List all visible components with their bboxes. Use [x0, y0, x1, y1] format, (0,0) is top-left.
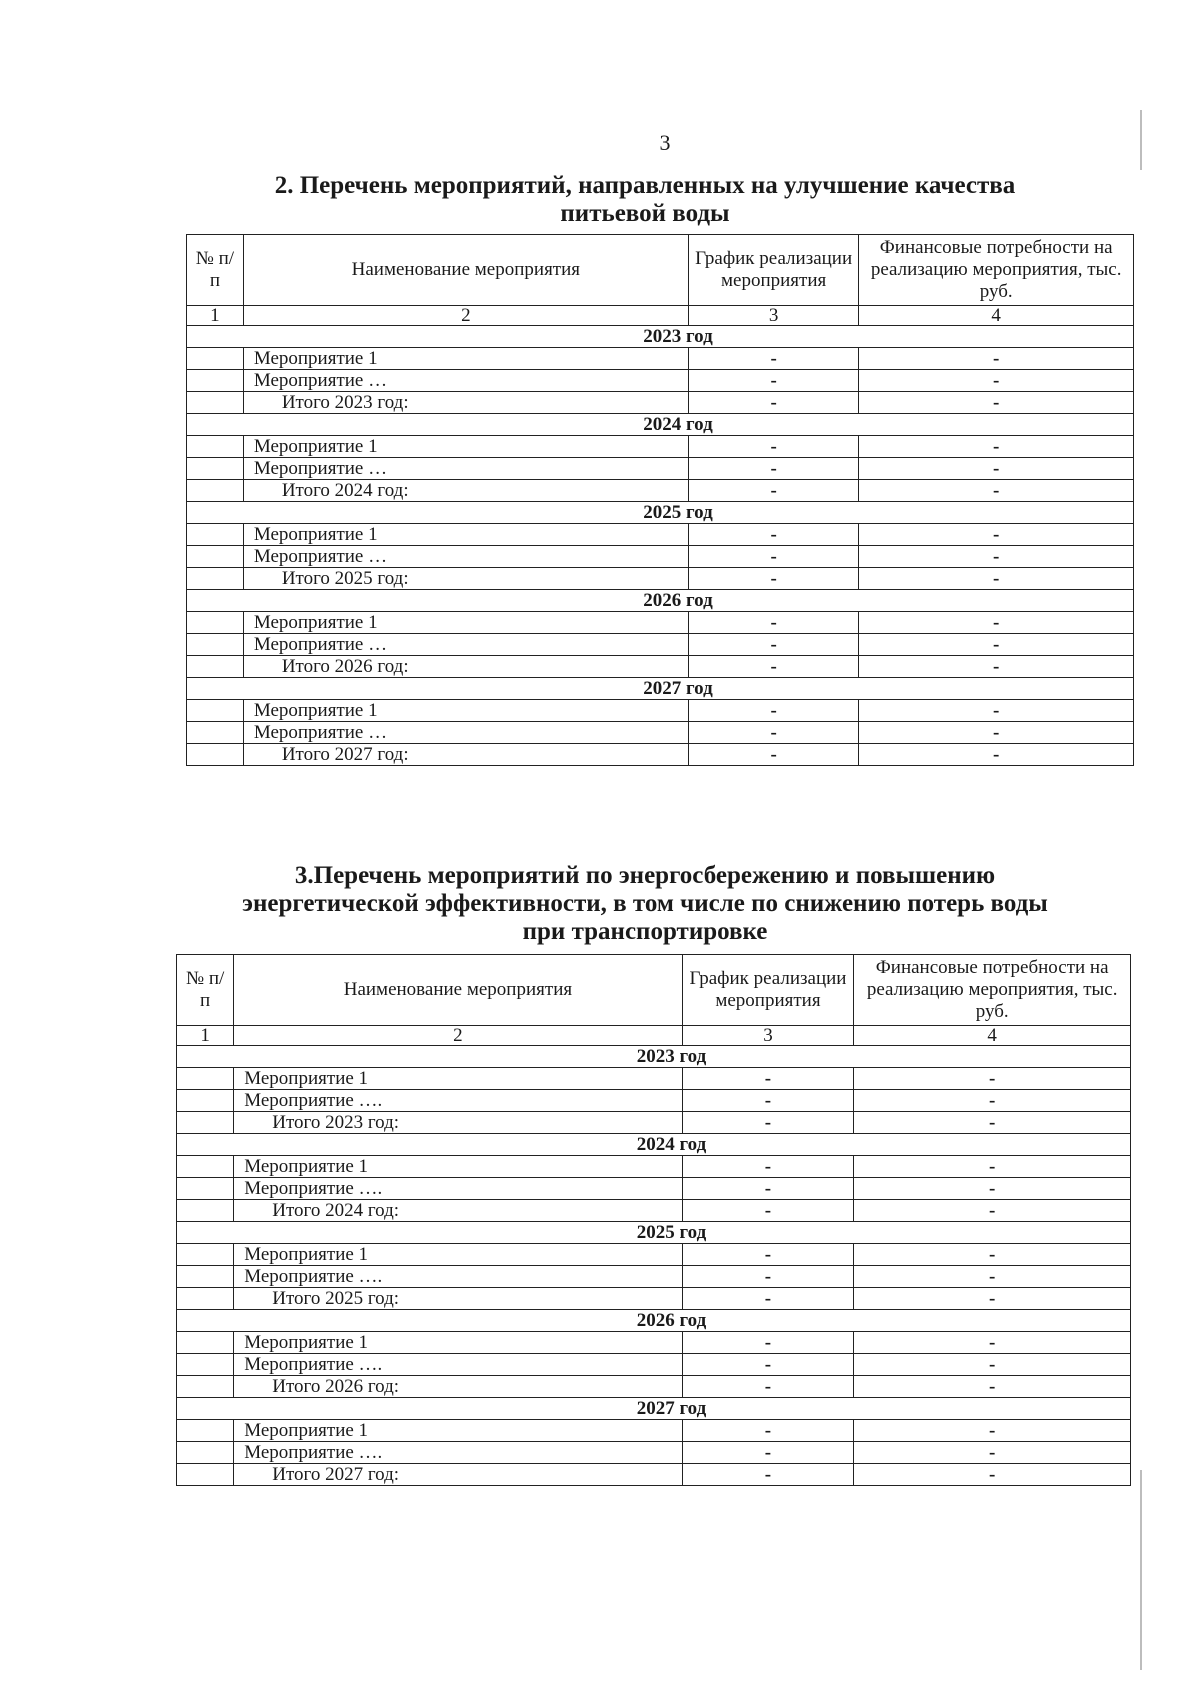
section-3-title — [0, 862, 1200, 946]
schedule-value: - — [682, 1244, 854, 1266]
row-number — [177, 1112, 234, 1134]
table-row — [187, 700, 1134, 722]
year-row — [177, 1134, 1131, 1156]
column-number: 2 — [234, 1026, 682, 1046]
row-number — [177, 1464, 234, 1486]
schedule-value: - — [688, 656, 858, 678]
year-label: 2023 год — [177, 1046, 1131, 1068]
schedule-value: - — [682, 1464, 854, 1486]
schedule-value: - — [688, 480, 858, 502]
row-number — [177, 1068, 234, 1090]
section-2-title — [0, 172, 1200, 228]
table-row — [177, 1332, 1131, 1354]
financing-value: - — [854, 1178, 1131, 1200]
row-number — [187, 436, 244, 458]
financing-value: - — [859, 348, 1134, 370]
row-number — [187, 392, 244, 414]
total-row — [187, 656, 1134, 678]
total-row — [177, 1200, 1131, 1222]
column-number: 4 — [859, 306, 1134, 326]
row-number — [187, 348, 244, 370]
financing-value: - — [859, 392, 1134, 414]
financing-value: - — [859, 612, 1134, 634]
measure-name: Мероприятие 1 — [234, 1156, 682, 1178]
year-row — [187, 414, 1134, 436]
column-number-row — [187, 306, 1134, 326]
financing-value: - — [859, 436, 1134, 458]
section-3-table — [176, 954, 1131, 1486]
measure-name: Мероприятие 1 — [234, 1420, 682, 1442]
financing-value: - — [854, 1156, 1131, 1178]
total-label: Итого 2026 год: — [243, 656, 688, 678]
measure-name: Мероприятие 1 — [234, 1244, 682, 1266]
table-row — [187, 348, 1134, 370]
total-row — [177, 1288, 1131, 1310]
schedule-value: - — [688, 458, 858, 480]
year-row — [187, 590, 1134, 612]
financing-value: - — [859, 458, 1134, 480]
measure-name: Мероприятие 1 — [243, 524, 688, 546]
total-label: Итого 2023 год: — [234, 1112, 682, 1134]
financing-value: - — [854, 1288, 1131, 1310]
financing-value: - — [854, 1332, 1131, 1354]
year-row — [187, 326, 1134, 348]
schedule-value: - — [682, 1288, 854, 1310]
column-number-row — [177, 1026, 1131, 1046]
financing-value: - — [854, 1354, 1131, 1376]
table-row — [187, 546, 1134, 568]
table-row — [177, 1244, 1131, 1266]
total-label: Итого 2025 год: — [234, 1288, 682, 1310]
year-row — [187, 502, 1134, 524]
total-row — [187, 744, 1134, 766]
measure-name: Мероприятие 1 — [243, 612, 688, 634]
row-number — [187, 656, 244, 678]
total-row — [187, 392, 1134, 414]
schedule-value: - — [688, 744, 858, 766]
row-number — [187, 524, 244, 546]
year-label: 2023 год — [187, 326, 1134, 348]
measure-name: Мероприятие …. — [234, 1442, 682, 1464]
financing-value: - — [859, 656, 1134, 678]
column-header: № п/п — [187, 235, 244, 306]
header-row — [187, 235, 1134, 306]
schedule-value: - — [688, 348, 858, 370]
total-label: Итого 2023 год: — [243, 392, 688, 414]
column-header: Финансовые потребности на реализацию мероприятия, тыс. руб. — [854, 955, 1131, 1026]
table-row — [177, 1420, 1131, 1442]
column-number: 2 — [243, 306, 688, 326]
row-number — [177, 1376, 234, 1398]
section-2-table — [186, 234, 1134, 766]
schedule-value: - — [688, 546, 858, 568]
column-number: 3 — [682, 1026, 854, 1046]
financing-value: - — [859, 370, 1134, 392]
row-number — [177, 1178, 234, 1200]
measure-name: Мероприятие … — [243, 370, 688, 392]
row-number — [187, 480, 244, 502]
column-header: Наименование мероприятия — [234, 955, 682, 1026]
year-row — [177, 1222, 1131, 1244]
schedule-value: - — [688, 612, 858, 634]
row-number — [177, 1244, 234, 1266]
column-header: Наименование мероприятия — [243, 235, 688, 306]
schedule-value: - — [682, 1442, 854, 1464]
total-row — [177, 1376, 1131, 1398]
row-number — [187, 744, 244, 766]
financing-value: - — [859, 744, 1134, 766]
row-number — [187, 370, 244, 392]
measure-name: Мероприятие …. — [234, 1266, 682, 1288]
table-row — [187, 634, 1134, 656]
table-row — [187, 612, 1134, 634]
scan-artifact — [1140, 110, 1142, 170]
page-number: 3 — [659, 130, 671, 155]
section-2-title-line: 2. Перечень мероприятий, направленных на улучшение качества — [274, 172, 1016, 199]
row-number — [187, 568, 244, 590]
row-number — [177, 1266, 234, 1288]
total-row — [177, 1464, 1131, 1486]
measure-name: Мероприятие … — [243, 722, 688, 744]
total-label: Итого 2025 год: — [243, 568, 688, 590]
scan-artifact — [1140, 1470, 1142, 1670]
year-row — [187, 678, 1134, 700]
measure-name: Мероприятие 1 — [243, 700, 688, 722]
total-row — [187, 568, 1134, 590]
financing-value: - — [859, 568, 1134, 590]
total-label: Итого 2026 год: — [234, 1376, 682, 1398]
header-row — [177, 955, 1131, 1026]
section-3-title-line: при транспортировке — [522, 918, 768, 945]
year-label: 2025 год — [177, 1222, 1131, 1244]
table-row — [177, 1266, 1131, 1288]
schedule-value: - — [688, 524, 858, 546]
year-row — [177, 1046, 1131, 1068]
financing-value: - — [854, 1090, 1131, 1112]
table-row — [187, 436, 1134, 458]
measure-name: Мероприятие …. — [234, 1354, 682, 1376]
schedule-value: - — [688, 634, 858, 656]
financing-value: - — [854, 1068, 1131, 1090]
table-row — [177, 1442, 1131, 1464]
year-row — [177, 1310, 1131, 1332]
column-header: График реализации мероприятия — [688, 235, 858, 306]
year-label: 2026 год — [177, 1310, 1131, 1332]
table-row — [177, 1354, 1131, 1376]
schedule-value: - — [682, 1178, 854, 1200]
row-number — [177, 1442, 234, 1464]
financing-value: - — [859, 480, 1134, 502]
year-label: 2024 год — [187, 414, 1134, 436]
year-label: 2027 год — [177, 1398, 1131, 1420]
measure-name: Мероприятие 1 — [243, 436, 688, 458]
year-label: 2025 год — [187, 502, 1134, 524]
column-number: 3 — [688, 306, 858, 326]
schedule-value: - — [682, 1200, 854, 1222]
schedule-value: - — [682, 1090, 854, 1112]
schedule-value: - — [688, 392, 858, 414]
year-label: 2026 год — [187, 590, 1134, 612]
total-label: Итого 2024 год: — [243, 480, 688, 502]
measure-name: Мероприятие … — [243, 634, 688, 656]
financing-value: - — [859, 524, 1134, 546]
table-row — [177, 1068, 1131, 1090]
financing-value: - — [859, 722, 1134, 744]
table-row — [177, 1090, 1131, 1112]
schedule-value: - — [688, 722, 858, 744]
schedule-value: - — [688, 370, 858, 392]
column-header: График реализации мероприятия — [682, 955, 854, 1026]
row-number — [177, 1288, 234, 1310]
section-3-title-line: 3.Перечень мероприятий по энергосбережению и повышению — [294, 862, 996, 889]
section-3-title-line: энергетической эффективности, в том числе по снижению потерь воды — [242, 890, 1048, 917]
total-label: Итого 2027 год: — [243, 744, 688, 766]
row-number — [177, 1420, 234, 1442]
financing-value: - — [854, 1464, 1131, 1486]
column-number: 1 — [177, 1026, 234, 1046]
financing-value: - — [854, 1244, 1131, 1266]
financing-value: - — [854, 1420, 1131, 1442]
row-number — [187, 700, 244, 722]
schedule-value: - — [682, 1266, 854, 1288]
row-number — [177, 1332, 234, 1354]
year-label: 2024 год — [177, 1134, 1131, 1156]
row-number — [187, 546, 244, 568]
row-number — [187, 612, 244, 634]
schedule-value: - — [682, 1420, 854, 1442]
measure-name: Мероприятие …. — [234, 1090, 682, 1112]
schedule-value: - — [688, 700, 858, 722]
column-header: № п/п — [177, 955, 234, 1026]
column-number: 1 — [187, 306, 244, 326]
schedule-value: - — [682, 1354, 854, 1376]
schedule-value: - — [682, 1376, 854, 1398]
schedule-value: - — [688, 568, 858, 590]
financing-value: - — [854, 1200, 1131, 1222]
row-number — [187, 458, 244, 480]
measure-name: Мероприятие … — [243, 546, 688, 568]
measure-name: Мероприятие …. — [234, 1178, 682, 1200]
year-row — [177, 1398, 1131, 1420]
measure-name: Мероприятие 1 — [234, 1068, 682, 1090]
schedule-value: - — [682, 1332, 854, 1354]
financing-value: - — [854, 1112, 1131, 1134]
row-number — [177, 1156, 234, 1178]
row-number — [187, 722, 244, 744]
financing-value: - — [854, 1266, 1131, 1288]
table-row — [187, 722, 1134, 744]
schedule-value: - — [682, 1112, 854, 1134]
schedule-value: - — [682, 1156, 854, 1178]
section-2-title-line: питьевой воды — [560, 200, 730, 227]
financing-value: - — [854, 1442, 1131, 1464]
table-row — [187, 458, 1134, 480]
row-number — [187, 634, 244, 656]
row-number — [177, 1200, 234, 1222]
total-row — [187, 480, 1134, 502]
schedule-value: - — [688, 436, 858, 458]
financing-value: - — [859, 546, 1134, 568]
year-label: 2027 год — [187, 678, 1134, 700]
table-row — [187, 524, 1134, 546]
financing-value: - — [854, 1376, 1131, 1398]
row-number — [177, 1354, 234, 1376]
schedule-value: - — [682, 1068, 854, 1090]
measure-name: Мероприятие 1 — [234, 1332, 682, 1354]
measure-name: Мероприятие 1 — [243, 348, 688, 370]
total-row — [177, 1112, 1131, 1134]
row-number — [177, 1090, 234, 1112]
column-header: Финансовые потребности на реализацию мероприятия, тыс. руб. — [859, 235, 1134, 306]
table-row — [187, 370, 1134, 392]
table-row — [177, 1156, 1131, 1178]
financing-value: - — [859, 700, 1134, 722]
column-number: 4 — [854, 1026, 1131, 1046]
total-label: Итого 2024 год: — [234, 1200, 682, 1222]
total-label: Итого 2027 год: — [234, 1464, 682, 1486]
measure-name: Мероприятие … — [243, 458, 688, 480]
table-row — [177, 1178, 1131, 1200]
financing-value: - — [859, 634, 1134, 656]
